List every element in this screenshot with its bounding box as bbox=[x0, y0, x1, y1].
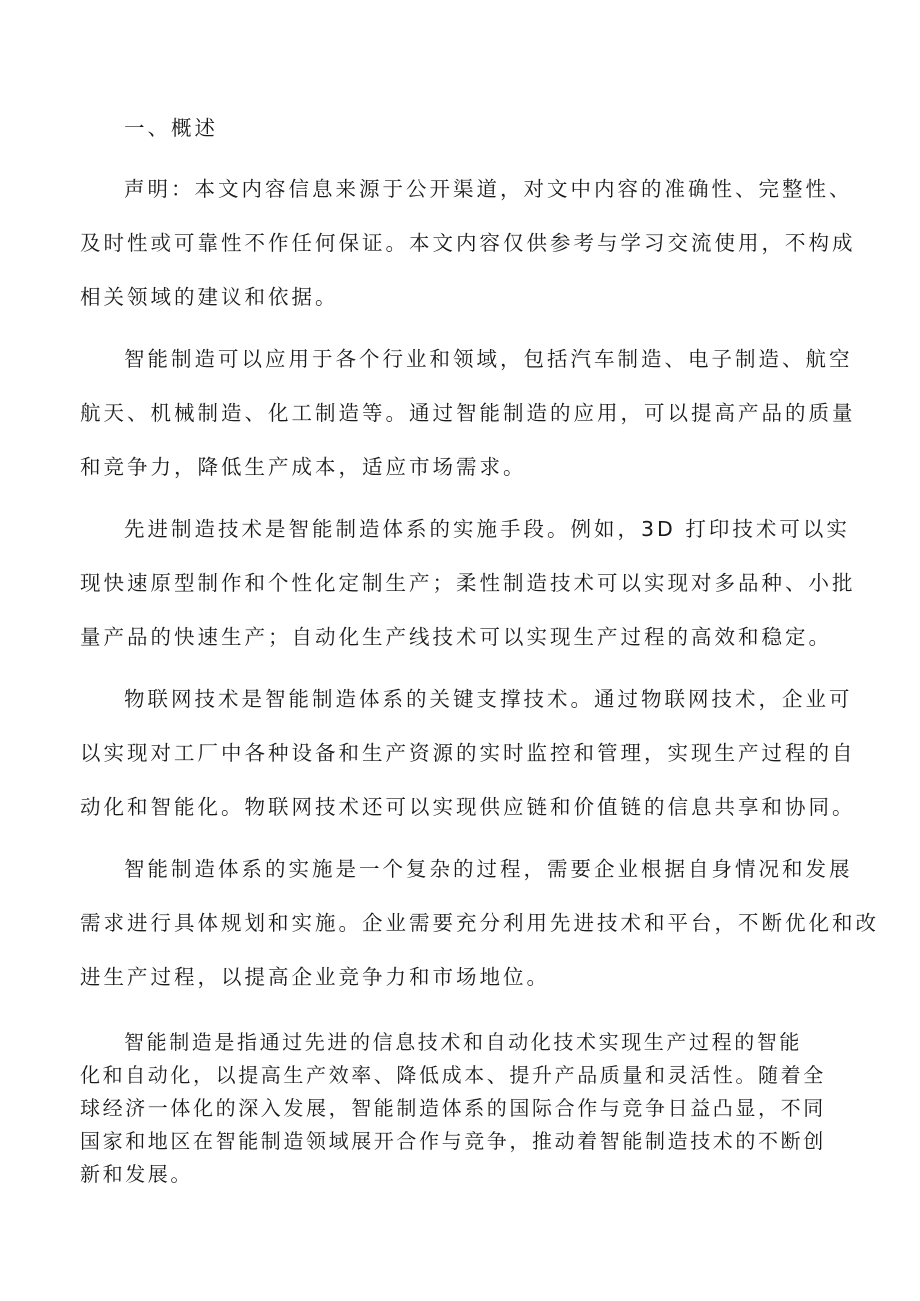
paragraph-line: 现快速原型制作和个性化定制生产；柔性制造技术可以实现对多品种、小批 bbox=[80, 571, 856, 595]
paragraph-line: 新和发展。 bbox=[80, 1162, 193, 1186]
paragraph-line: 声明：本文内容信息来源于公开渠道，对文中内容的准确性、完整性、 bbox=[124, 177, 853, 201]
paragraph-line: 进生产过程，以提高企业竞争力和市场地位。 bbox=[80, 965, 550, 989]
paragraph-line: 智能制造是指通过先进的信息技术和自动化技术实现生产过程的智能 bbox=[124, 1030, 802, 1054]
paragraph-line: 智能制造体系的实施是一个复杂的过程，需要企业根据自身情况和发展 bbox=[124, 857, 853, 881]
section-heading: 一、概述 bbox=[124, 116, 218, 140]
paragraph-line: 相关领域的建议和依据。 bbox=[80, 285, 339, 309]
paragraph-line: 球经济一体化的深入发展，智能制造体系的国际合作与竞争日益凸显，不同 bbox=[80, 1096, 826, 1120]
paragraph-line: 智能制造可以应用于各个行业和领域，包括汽车制造、电子制造、航空 bbox=[124, 347, 853, 371]
paragraph-line: 化和自动化，以提高生产效率、降低成本、提升产品质量和灵活性。随着全 bbox=[80, 1063, 826, 1087]
paragraph-line: 量产品的快速生产；自动化生产线技术可以实现生产过程的高效和稳定。 bbox=[80, 625, 832, 649]
paragraph-line: 先进制造技术是智能制造体系的实施手段。例如，3D 打印技术可以实 bbox=[124, 517, 850, 541]
paragraph-line: 动化和智能化。物联网技术还可以实现供应链和价值链的信息共享和协同。 bbox=[80, 795, 856, 819]
paragraph-line: 及时性或可靠性不作任何保证。本文内容仅供参考与学习交流使用，不构成 bbox=[80, 231, 856, 255]
paragraph-line: 需求进行具体规划和实施。企业需要充分利用先进技术和平台，不断优化和改 bbox=[80, 911, 879, 935]
paragraph-line: 物联网技术是智能制造体系的关键支撑技术。通过物联网技术，企业可 bbox=[124, 687, 853, 711]
paragraph-line: 以实现对工厂中各种设备和生产资源的实时监控和管理，实现生产过程的自 bbox=[80, 741, 856, 765]
paragraph-line: 和竞争力，降低生产成本，适应市场需求。 bbox=[80, 455, 527, 479]
paragraph-line: 国家和地区在智能制造领域展开合作与竞争，推动着智能制造技术的不断创 bbox=[80, 1129, 826, 1153]
paragraph-line: 航天、机械制造、化工制造等。通过智能制造的应用，可以提高产品的质量 bbox=[80, 401, 856, 425]
